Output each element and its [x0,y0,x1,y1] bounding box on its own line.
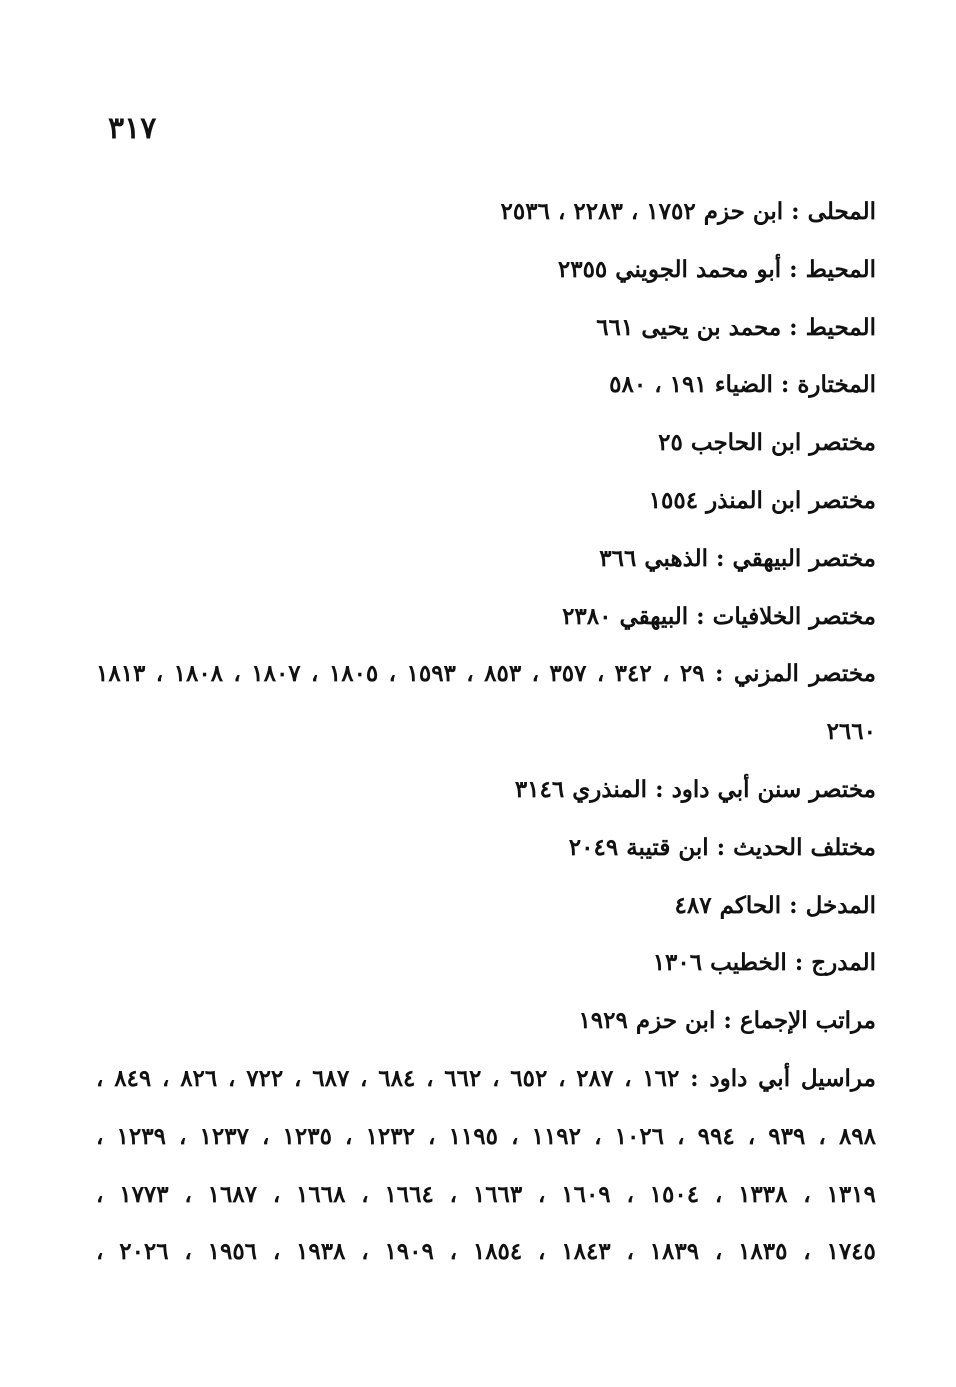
index-entries [96,190,876,1288]
index-line-marasil-continued-3: ١٧٤٥ ، ١٨٣٥ ، ١٨٣٩ ، ١٨٤٣ ، ١٨٥٤ ، ١٩٠٩ ، ١٩٣٨ ، ١٩٥٦ ، ٢٠٢٦ ، [96,1238,876,1266]
index-line-almuhit-muhammad: المحيط : محمد بن يحيى ٦٦١ [596,313,876,341]
index-line-maratib-alijma: مراتب الإجماع : ابن حزم ١٩٢٩ [578,1007,876,1035]
index-line-mukhtasar-albayhaqi: مختصر البيهقي : الذهبي ٣٦٦ [599,544,876,572]
index-line-mukhtasar-almuzani: مختصر المزني : ٢٩ ، ٣٤٢ ، ٣٥٧ ، ٨٥٣ ، ١٥٩٣ ، ١٨٠٥ ، ١٨٠٧ ، ١٨٠٨ ، ١٨١٣ [96,660,876,688]
index-line-marasil-continued-1: ٨٩٨ ، ٩٣٩ ، ٩٩٤ ، ١٠٢٦ ، ١١٩٢ ، ١١٩٥ ، ١٢٣٢ ، ١٢٣٥ ، ١٢٣٧ ، ١٢٣٩ ، [96,1122,876,1150]
index-line-mukhtasar-almuzani-continued: ٢٦٦٠ [826,718,876,746]
index-line-marasil-continued-2: ١٣١٩ ، ١٣٣٨ ، ١٥٠٤ ، ١٦٠٩ ، ١٦٦٣ ، ١٦٦٤ ، ١٦٦٨ ، ١٦٨٧ ، ١٧٧٣ ، [96,1180,876,1208]
index-line-mukhtasar-ibn-alhajib: مختصر ابن الحاجب ٢٥ [658,429,876,457]
page-number: ٣١٧ [108,111,157,146]
index-line-almuhit-juwayni: المحيط : أبو محمد الجويني ٢٣٥٥ [557,255,876,283]
index-line-almudraj: المدرج : الخطيب ١٣٠٦ [652,949,876,977]
index-line-mukhtalif-alhadith: مختلف الحديث : ابن قتيبة ٢٠٤٩ [568,833,876,861]
index-line-almukhtara: المختارة : الضياء ١٩١ ، ٥٨٠ [609,371,876,399]
index-line-almuhalla: المحلى : ابن حزم ١٧٥٢ ، ٢٢٨٣ ، ٢٥٣٦ [500,198,876,225]
index-line-mukhtasar-alkhilafiyat: مختصر الخلافيات : البيهقي ٢٣٨٠ [562,602,876,630]
index-line-mukhtasar-sunan-abi-dawud: مختصر سنن أبي داود : المنذري ٣١٤٦ [514,775,876,803]
index-line-almadkhal: المدخل : الحاكم ٤٨٧ [674,891,876,919]
index-line-marasil-abi-dawud: مراسيل أبي داود : ١٦٢ ، ٢٨٧ ، ٦٥٢ ، ٦٦٢ ، ٦٨٤ ، ٦٨٧ ، ٧٢٢ ، ٨٢٦ ، ٨٤٩ ، [96,1064,876,1092]
index-line-mukhtasar-ibn-almundhir: مختصر ابن المنذر ١٥٥٤ [648,486,876,514]
